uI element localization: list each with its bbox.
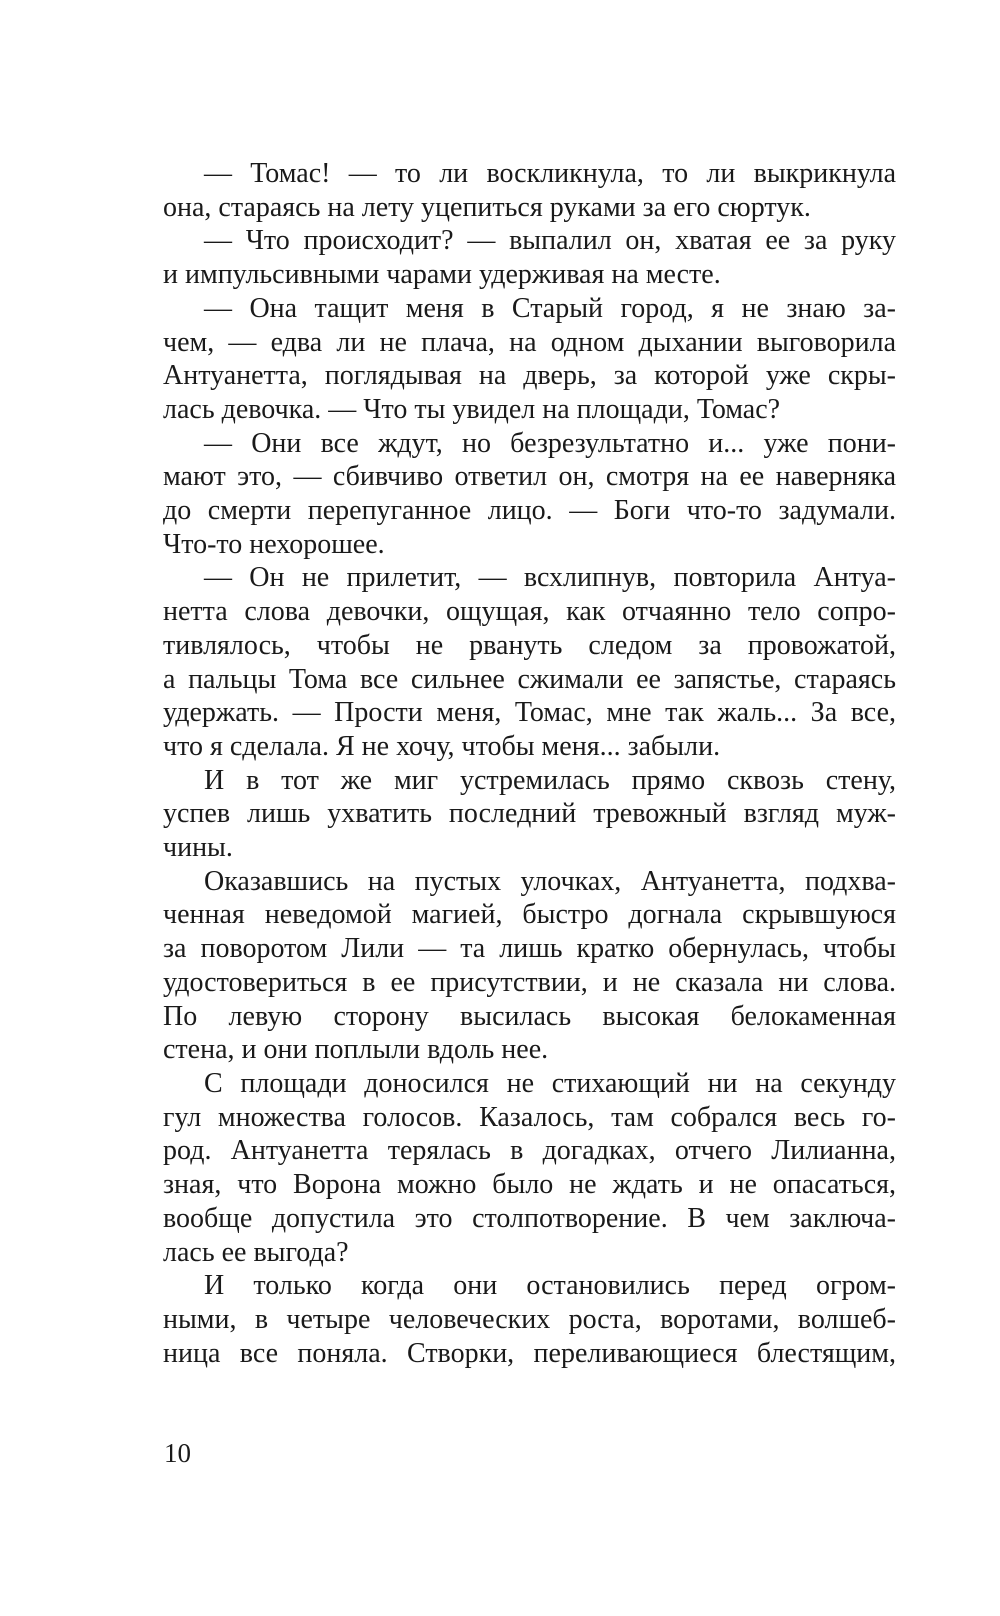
text-line: что я сделала. Я не хочу, чтобы меня... забыли. bbox=[163, 730, 721, 762]
text-line: зная, что Ворона можно было не ждать и не опасаться, bbox=[163, 1169, 896, 1201]
paragraph bbox=[163, 561, 896, 763]
text-line: — Что происходит? — выпалил он, хватая ее за руку bbox=[204, 225, 896, 257]
text-line: лась ее выгода? bbox=[163, 1236, 349, 1268]
text-line: — Томас! — то ли воскликнула, то ли выкрикнула bbox=[204, 158, 896, 189]
text-line: — Она тащит меня в Старый город, я не знаю за- bbox=[204, 292, 896, 324]
text-line: вообще допустила это столпотворение. В чем заключа- bbox=[163, 1202, 896, 1234]
text-line: ными, в четыре человеческих роста, воротами, волшеб- bbox=[163, 1303, 896, 1335]
text-line: чины. bbox=[163, 832, 233, 864]
text-line: По левую сторону высилась высокая белокаменная bbox=[163, 1000, 896, 1032]
text-line: ница все поняла. Створки, переливающиеся блестящим, bbox=[163, 1337, 896, 1369]
text-line: И только когда они остановились перед огром- bbox=[204, 1270, 896, 1302]
text-line: успев лишь ухватить последний тревожный взгляд муж- bbox=[163, 798, 896, 830]
text-line: и импульсивными чарами удерживая на месте. bbox=[163, 259, 721, 291]
paragraph bbox=[163, 224, 896, 291]
paragraph bbox=[163, 1067, 896, 1269]
text-line: ченная неведомой магией, быстро догнала скрывшуюся bbox=[163, 899, 896, 931]
text-line: И в тот же миг устремилась прямо сквозь стену, bbox=[204, 764, 896, 796]
paragraph bbox=[163, 292, 896, 427]
paragraph bbox=[163, 1269, 896, 1370]
text-line: мают это, — сбивчиво ответил он, смотря на ее наверняка bbox=[163, 461, 896, 493]
text-line: Антуанетта, поглядывая на дверь, за которой уже скры- bbox=[163, 360, 896, 392]
text-line: Оказавшись на пустых улочках, Антуанетта, подхва- bbox=[204, 865, 896, 897]
page-number: 10 bbox=[164, 1438, 191, 1468]
paragraph bbox=[163, 764, 896, 865]
text-line: тивлялось, чтобы не рвануть следом за провожатой, bbox=[163, 629, 896, 661]
text-line: род. Антуанетта терялась в догадках, отчего Лилианна, bbox=[163, 1135, 896, 1167]
text-line: — Они все ждут, но безрезультатно и... уже пони- bbox=[204, 427, 896, 459]
text-line: гул множества голосов. Казалось, там собрался весь го- bbox=[163, 1101, 896, 1133]
paragraph bbox=[163, 427, 896, 562]
text-line: Что-то нехорошее. bbox=[163, 528, 385, 560]
text-line: чем, — едва ли не плача, на одном дыхании выговорила bbox=[163, 326, 896, 358]
text-line: она, стараясь на лету уцепиться руками за его сюртук. bbox=[163, 191, 811, 223]
text-line: лась девочка. — Что ты увидел на площади, Томас? bbox=[163, 393, 781, 425]
text-line: стена, и они поплыли вдоль нее. bbox=[163, 1034, 549, 1066]
text-line: нетта слова девочки, ощущая, как отчаянно тело сопро- bbox=[163, 596, 896, 628]
text-line: за поворотом Лили — та лишь кратко обернулась, чтобы bbox=[163, 933, 896, 965]
text-block bbox=[163, 157, 896, 1370]
text-line: до смерти перепуганное лицо. — Боги что-то задумали. bbox=[163, 495, 896, 527]
text-line: С площади доносился не стихающий ни на секунду bbox=[204, 1067, 896, 1099]
text-line: удержать. — Прости меня, Томас, мне так жаль... За все, bbox=[163, 697, 896, 729]
text-line: а пальцы Тома все сильнее сжимали ее запястье, стараясь bbox=[163, 663, 896, 695]
text-line: удостовериться в ее присутствии, и не сказала ни слова. bbox=[163, 966, 896, 998]
paragraph bbox=[163, 157, 896, 224]
paragraph bbox=[163, 865, 896, 1067]
text-line: — Он не прилетит, — всхлипнув, повторила Антуа- bbox=[204, 562, 896, 594]
